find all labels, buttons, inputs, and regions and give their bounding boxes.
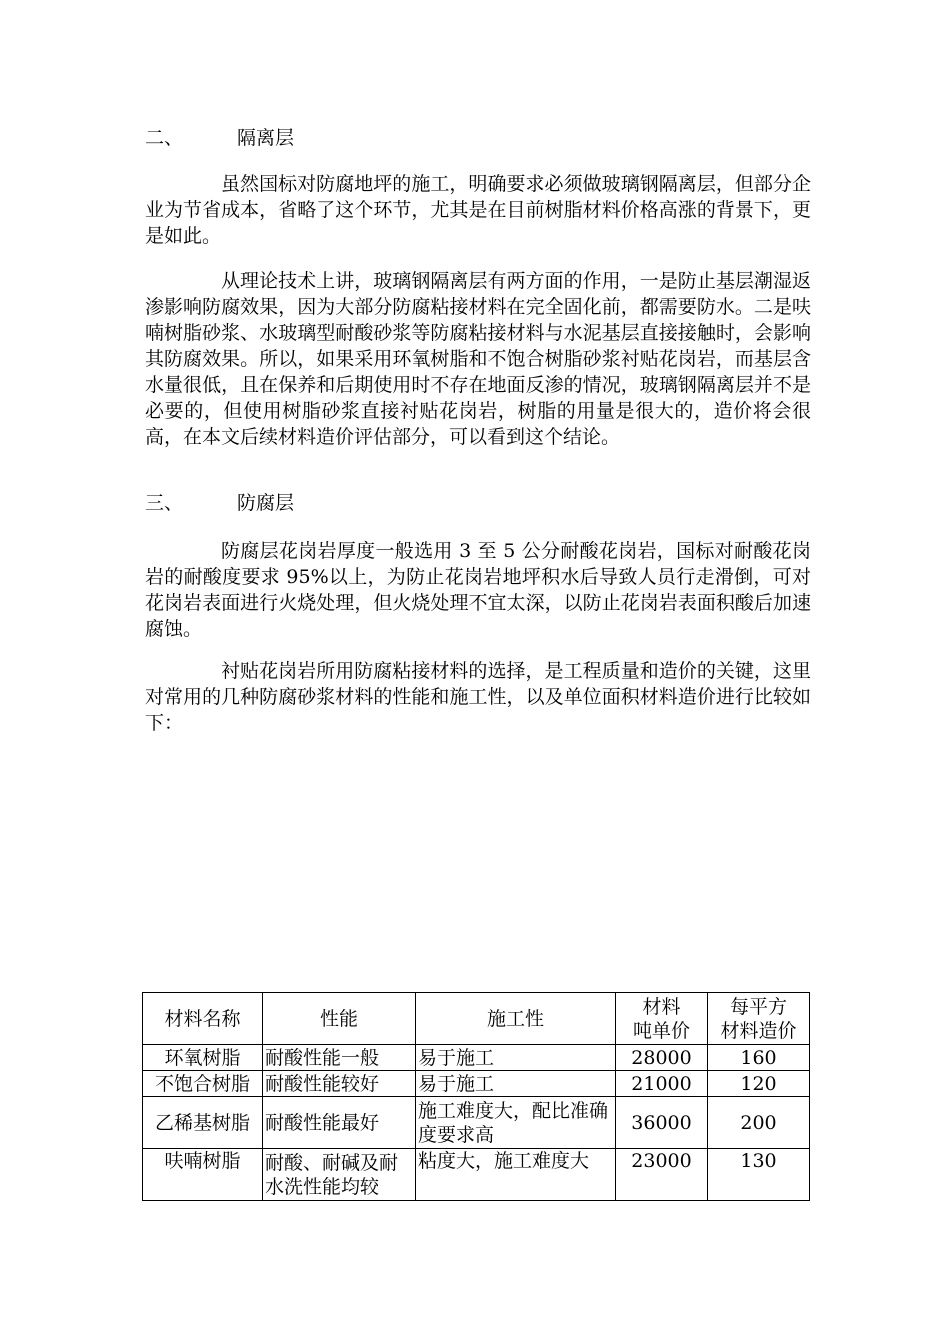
section-title: 防腐层 bbox=[237, 492, 295, 514]
table-header-row bbox=[143, 993, 810, 1045]
cell-construction: 易于施工 bbox=[416, 1045, 616, 1071]
header-price-line2: 吨单价 bbox=[632, 1019, 690, 1042]
cell-cost: 160 bbox=[708, 1045, 810, 1071]
cell-name: 环氧树脂 bbox=[143, 1045, 263, 1071]
header-price-per-ton bbox=[616, 993, 708, 1045]
cell-performance: 耐酸性能一般 bbox=[263, 1045, 416, 1071]
cell-construction: 施工难度大，配比准确度要求高 bbox=[416, 1097, 616, 1149]
cell-price: 28000 bbox=[616, 1045, 708, 1071]
cell-name: 乙稀基树脂 bbox=[143, 1097, 263, 1149]
section-heading-2 bbox=[145, 125, 294, 151]
cell-performance: 耐酸性能较好 bbox=[263, 1071, 416, 1097]
table-row bbox=[143, 1149, 810, 1201]
cell-cost: 200 bbox=[708, 1097, 810, 1149]
section-number: 三、 bbox=[145, 492, 184, 514]
table-row bbox=[143, 1071, 810, 1097]
section-title: 隔离层 bbox=[237, 127, 295, 149]
header-performance: 性能 bbox=[263, 993, 416, 1045]
header-cost-per-sqm bbox=[708, 993, 810, 1045]
paragraph: 虽然国标对防腐地坪的施工，明确要求必须做玻璃钢隔离层，但部分企业为节省成本，省略了这个环节，尤其是在目前树脂材料价格高涨的背景下，更是如此。 bbox=[145, 173, 811, 247]
cell-performance: 耐酸、耐碱及耐水洗性能均较 bbox=[263, 1149, 416, 1201]
section-number: 二、 bbox=[145, 127, 184, 149]
paragraph: 衬贴花岗岩所用防腐粘接材料的选择，是工程质量和造价的关键，这里对常用的几种防腐砂浆材料的性能和施工性，以及单位面积材料造价进行比较如下： bbox=[145, 660, 811, 734]
header-price-line1: 材料 bbox=[642, 995, 681, 1018]
cell-price: 36000 bbox=[616, 1097, 708, 1149]
cell-price: 21000 bbox=[616, 1071, 708, 1097]
table-row bbox=[143, 1045, 810, 1071]
cell-performance: 耐酸性能最好 bbox=[263, 1097, 416, 1149]
cell-name: 呋喃树脂 bbox=[143, 1149, 263, 1201]
cell-cost: 130 bbox=[708, 1149, 810, 1201]
cell-price: 23000 bbox=[616, 1149, 708, 1201]
header-cost-line1: 每平方 bbox=[729, 995, 787, 1018]
cell-cost: 120 bbox=[708, 1071, 810, 1097]
cell-name: 不饱合树脂 bbox=[143, 1071, 263, 1097]
cell-construction: 粘度大，施工难度大 bbox=[416, 1149, 616, 1201]
material-comparison-table bbox=[142, 992, 810, 1201]
header-material-name: 材料名称 bbox=[143, 993, 263, 1045]
paragraph: 防腐层花岗岩厚度一般选用 3 至 5 公分耐酸花岗岩，国标对耐酸花岗岩的耐酸度要求 95%以上，为防止花岗岩地坪积水后导致人员行走滑倒，可对花岗岩表面进行火烧处理，但火烧处理不宜太深，以防止花岗岩表面积酸后加速腐蚀。 bbox=[145, 540, 811, 640]
table-row bbox=[143, 1097, 810, 1149]
header-construction: 施工性 bbox=[416, 993, 616, 1045]
paragraph: 从理论技术上讲，玻璃钢隔离层有两方面的作用，一是防止基层潮湿返渗影响防腐效果，因为大部分防腐粘接材料在完全固化前，都需要防水。二是呋喃树脂砂浆、水玻璃型耐酸砂浆等防腐粘接材料与水泥基层直接接触时，会影响其防腐效果。所以，如果采用环氧树脂和不饱合树脂砂浆衬贴花岗岩，而基层含水量很低，且在保养和后期使用时不存在地面反渗的情况，玻璃钢隔离层并不是必要的，但使用树脂砂浆直接衬贴花岗岩，树脂的用量是很大的，造价将会很高，在本文后续材料造价评估部分，可以看到这个结论。 bbox=[145, 270, 811, 448]
cell-construction: 易于施工 bbox=[416, 1071, 616, 1097]
section-heading-3 bbox=[145, 490, 294, 516]
header-cost-line2: 材料造价 bbox=[720, 1019, 797, 1042]
